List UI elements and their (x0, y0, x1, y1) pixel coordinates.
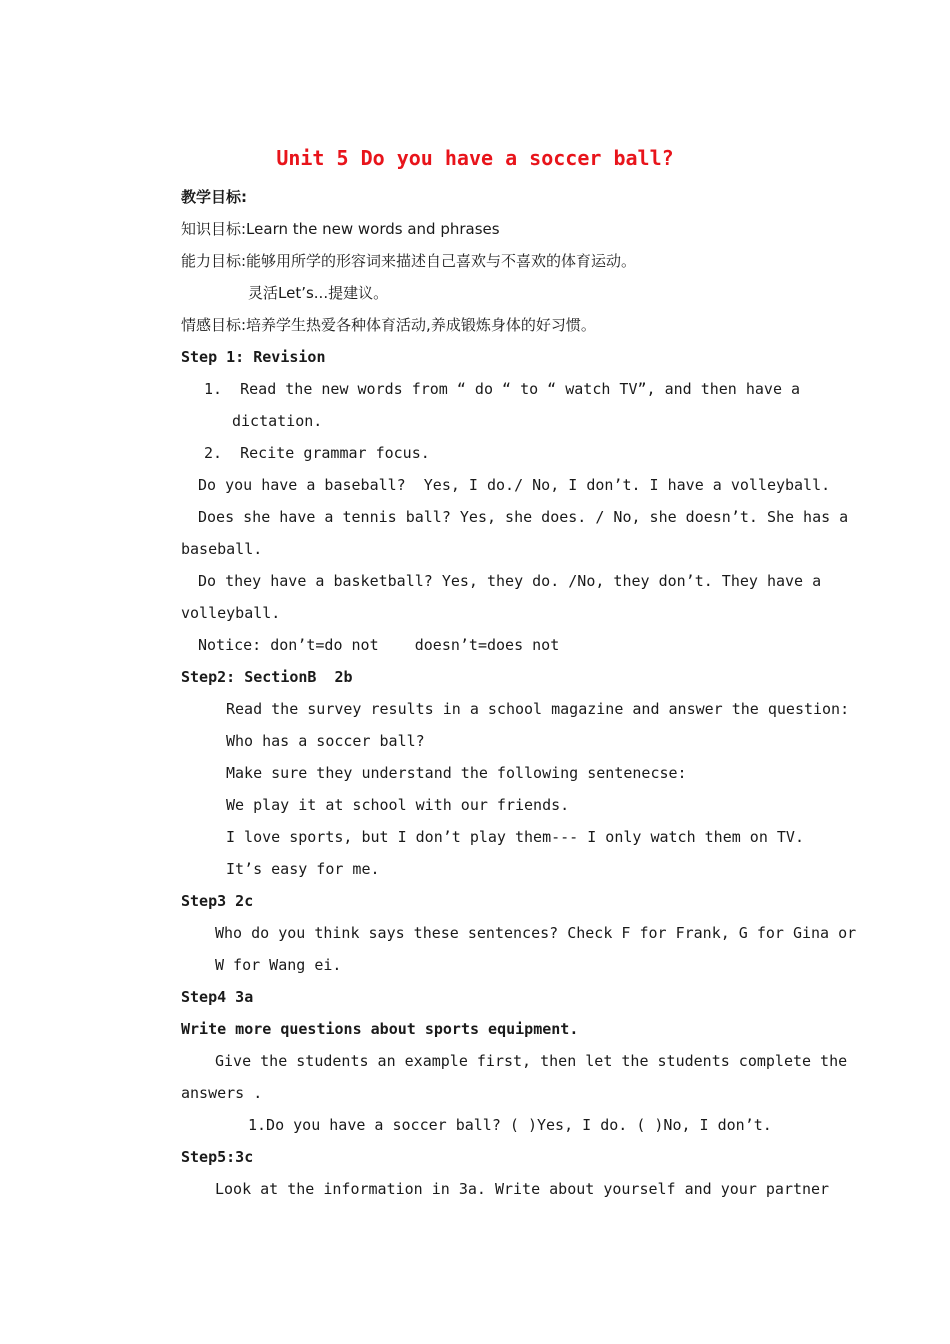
step5-instruction: Look at the information in 3a. Write about yourself and your partner (215, 1180, 830, 1198)
step4-instruction-continued: answers . (181, 1084, 263, 1102)
notice-line: Notice: don’t=do not doesn’t=does not (198, 636, 560, 654)
knowledge-goal: 知识目标:Learn the new words and phrases (181, 220, 500, 238)
step2-question: Who has a soccer ball? (226, 732, 425, 750)
document-title: Unit 5 Do you have a soccer ball? (276, 146, 674, 170)
step3-instruction-continued: W for Wang ei. (215, 956, 342, 974)
grammar-example-continued: volleyball. (181, 604, 281, 622)
step4-example: 1.Do you have a soccer ball? ( )Yes, I do. ( )No, I don’t. (248, 1116, 772, 1134)
ability-goal-continued: 灵活Let’s...提建议。 (248, 284, 389, 302)
step4-heading: Step4 3a (181, 988, 254, 1006)
step2-instruction: Read the survey results in a school magazine and answer the question: (226, 700, 850, 718)
grammar-example: Do you have a baseball? Yes, I do./ No, I don’t. I have a volleyball. (198, 476, 831, 494)
step4-subheading: Write more questions about sports equipment. (181, 1020, 579, 1038)
step3-heading: Step3 2c (181, 892, 254, 910)
step5-heading: Step5:3c (181, 1148, 254, 1166)
emotion-goal: 情感目标:培养学生热爱各种体育活动,养成锻炼身体的好习惯。 (181, 316, 596, 334)
list-item-continued: dictation. (232, 412, 323, 430)
step4-instruction: Give the students an example first, then let the students complete the (215, 1052, 848, 1070)
example-sentence: It’s easy for me. (226, 860, 380, 878)
grammar-example: Does she have a tennis ball? Yes, she does. / No, she doesn’t. She has a (198, 508, 849, 526)
list-item: 1. Read the new words from “ do “ to “ watch TV”, and then have a (204, 380, 801, 398)
step2-instruction: Make sure they understand the following sentenecse: (226, 764, 687, 782)
example-sentence: I love sports, but I don’t play them--- I only watch them on TV. (226, 828, 804, 846)
ability-goal: 能力目标:能够用所学的形容词来描述自己喜欢与不喜欢的体育运动。 (181, 252, 637, 270)
step3-instruction: Who do you think says these sentences? Check F for Frank, G for Gina or (215, 924, 857, 942)
step1-heading: Step 1: Revision (181, 348, 326, 366)
teaching-goals-heading: 教学目标: (181, 188, 247, 206)
grammar-example-continued: baseball. (181, 540, 263, 558)
example-sentence: We play it at school with our friends. (226, 796, 570, 814)
step2-heading: Step2: SectionB 2b (181, 668, 353, 686)
grammar-example: Do they have a basketball? Yes, they do. /No, they don’t. They have a (198, 572, 822, 590)
list-item: 2. Recite grammar focus. (204, 444, 430, 462)
